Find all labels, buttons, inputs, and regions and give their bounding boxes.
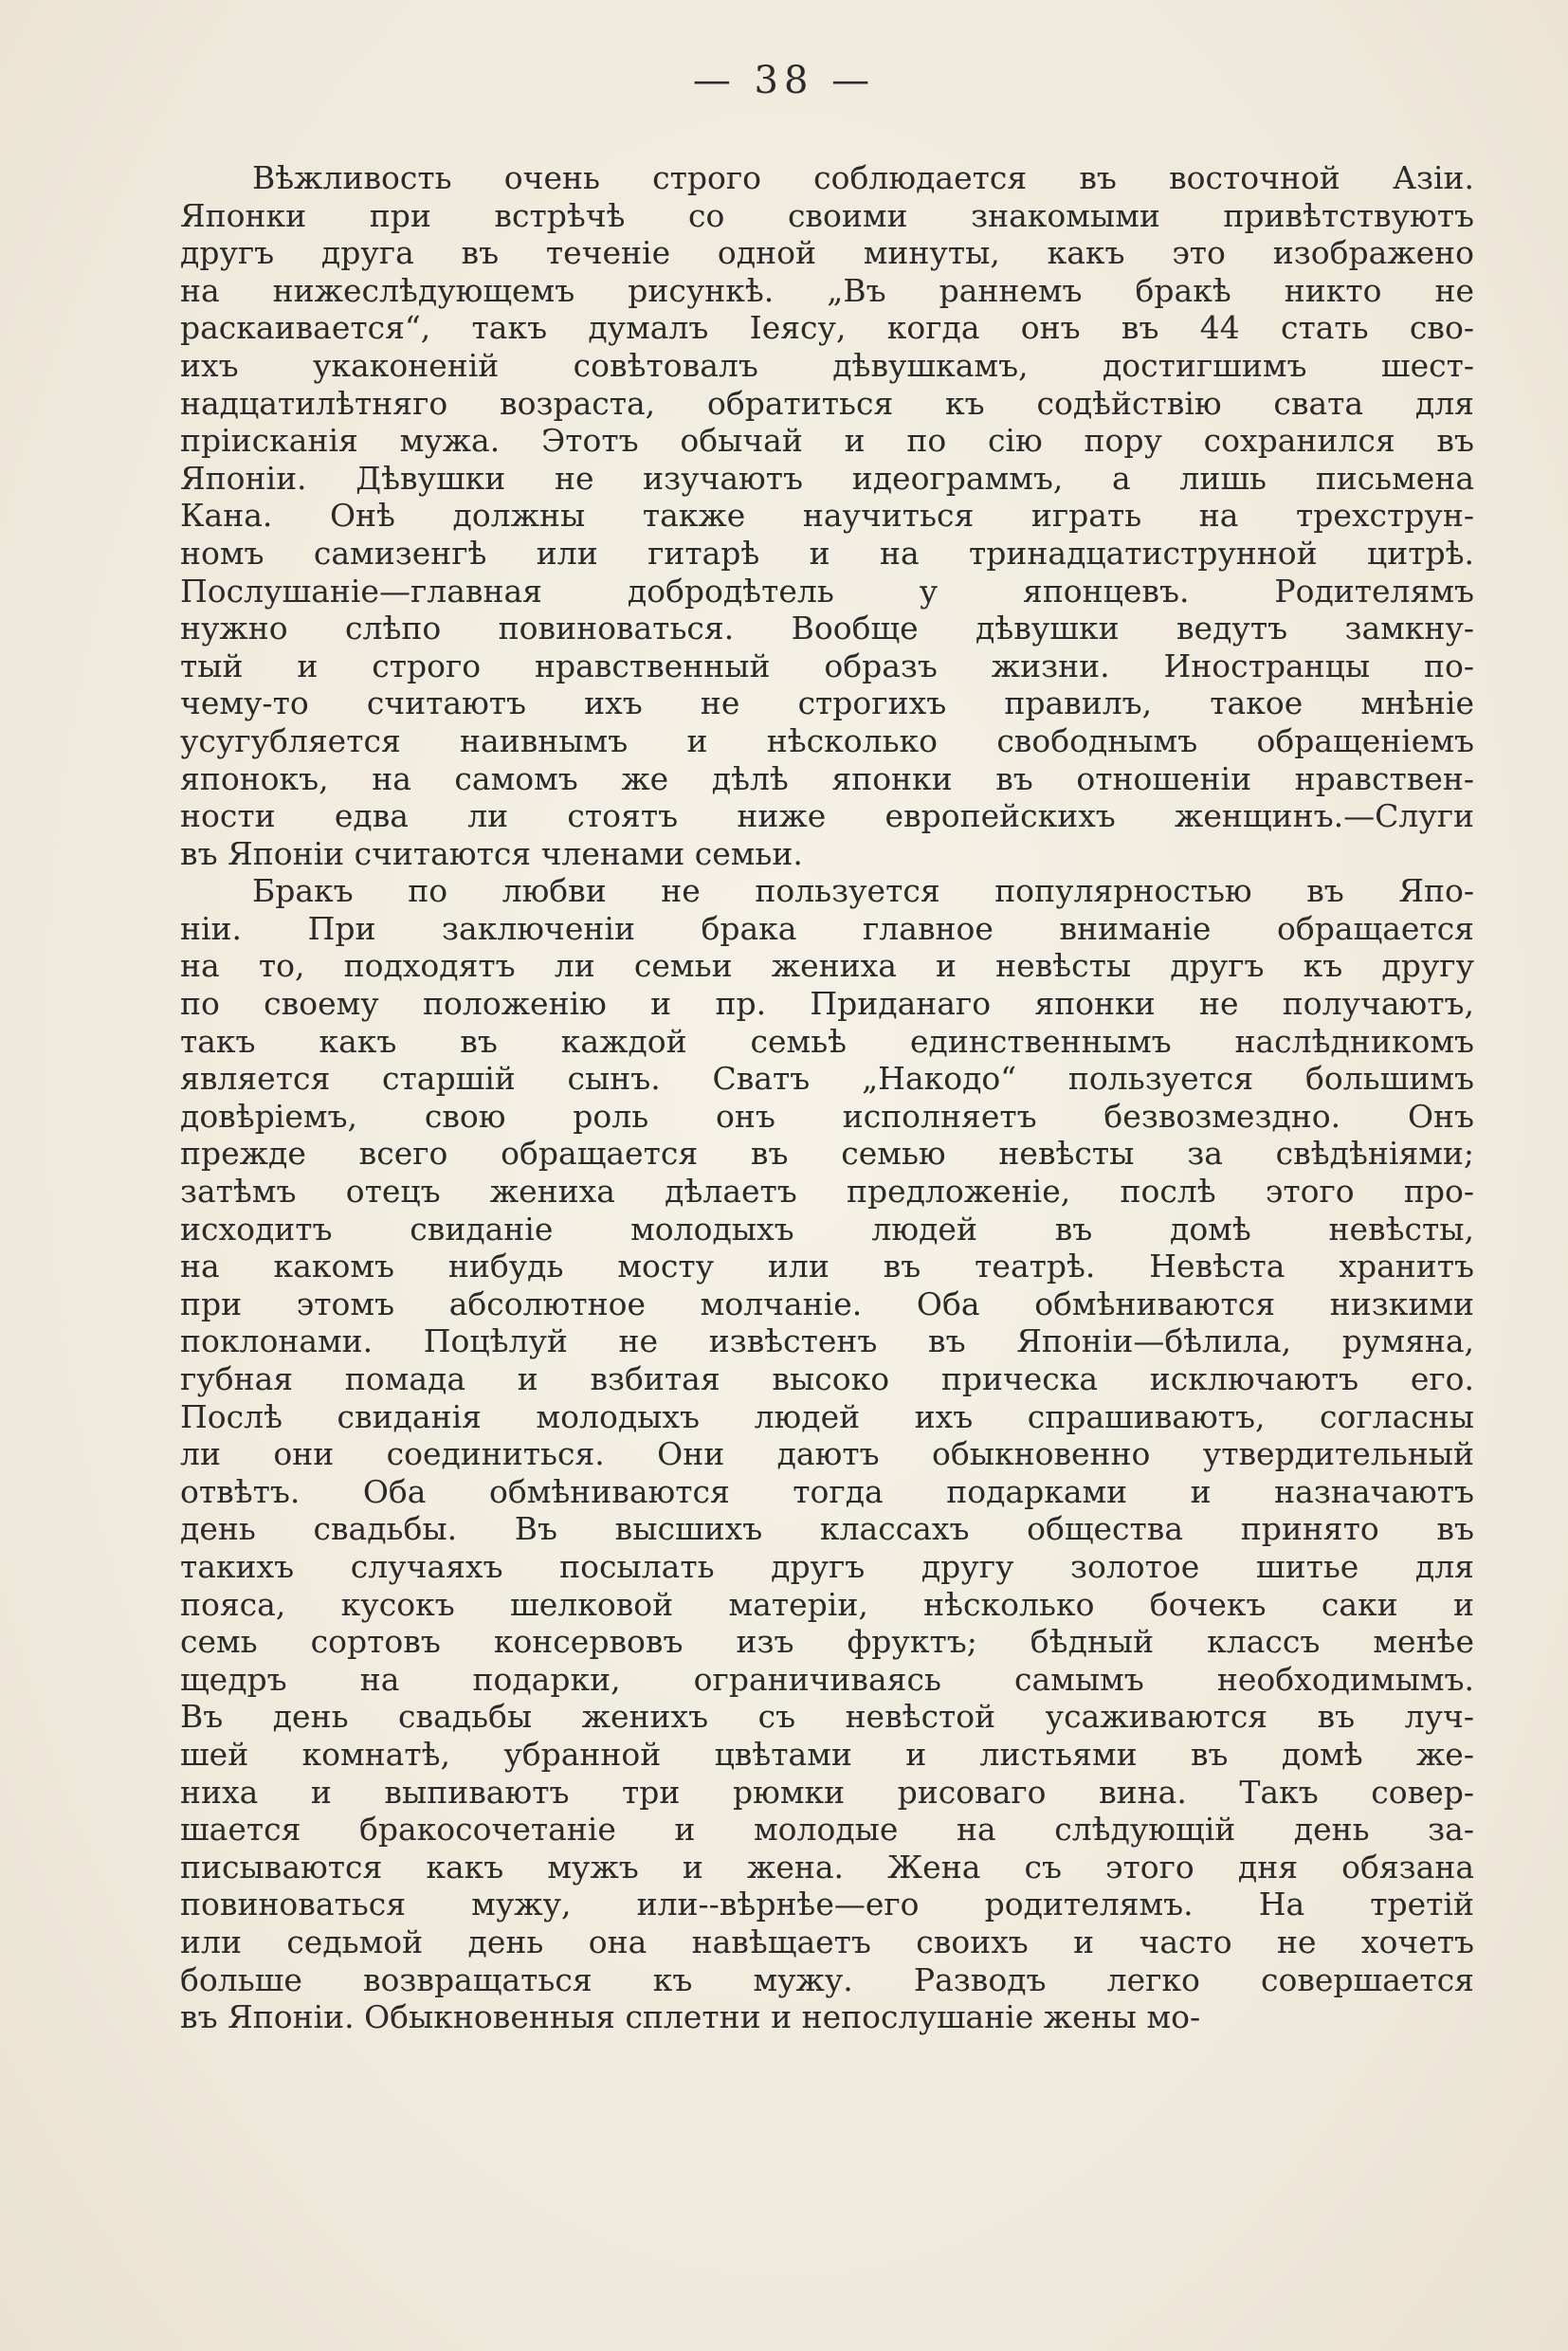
- text-line: довѣріемъ, свою роль онъ исполняетъ безвозмездно. Онъ: [180, 1097, 1474, 1135]
- text-line: отвѣтъ. Оба обмѣниваются тогда подарками и назначаютъ: [180, 1472, 1474, 1510]
- text-line: прежде всего обращается въ семью невѣсты за свѣдѣніями;: [180, 1135, 1474, 1173]
- text-line: Послушаніе—главная добродѣтель у японцевъ. Родителямъ: [180, 572, 1474, 610]
- text-line: въ Японіи. Обыкновенныя сплетни и непослушаніе жены мо-: [180, 1998, 1201, 2036]
- text-line: надцатилѣтняго возраста, обратиться къ содѣйствію свата для: [180, 384, 1474, 422]
- text-line: является старшій сынъ. Сватъ „Накодо“ пользуется большимъ: [180, 1060, 1474, 1098]
- text-line: ли они соединиться. Они даютъ обыкновенно утвердительный: [180, 1435, 1474, 1473]
- text-line: затѣмъ отецъ жениха дѣлаетъ предложеніе, послѣ этого про-: [180, 1173, 1474, 1211]
- text-line: Вѣжливость очень строго соблюдается въ восточной Азіи.: [252, 159, 1474, 196]
- text-line: губная помада и взбитая высоко прическа исключаютъ его.: [180, 1360, 1474, 1397]
- text-line: шей комнатѣ, убранной цвѣтами и листьями въ домѣ же-: [180, 1735, 1474, 1773]
- text-line: Бракъ по любви не пользуется популярностью въ Япо-: [252, 872, 1474, 910]
- text-line: раскаивается“, такъ думалъ Іеясу, когда онъ въ 44 стать сво-: [180, 309, 1474, 347]
- text-line: день свадьбы. Въ высшихъ классахъ общества принято въ: [180, 1510, 1474, 1548]
- text-line: писываются какъ мужъ и жена. Жена съ этого дня обязана: [180, 1848, 1474, 1886]
- text-line: повиноваться мужу, или--вѣрнѣе—его родителямъ. На третій: [180, 1886, 1474, 1923]
- text-line: пріисканія мужа. Этотъ обычай и по сію пору сохранился въ: [180, 422, 1474, 460]
- text-line: ихъ укаконеній совѣтовалъ дѣвушкамъ, достигшимъ шест-: [180, 346, 1474, 384]
- text-line: щедръ на подарки, ограничиваясь самымъ необходимымъ.: [180, 1660, 1474, 1698]
- paragraph: [180, 872, 1474, 2035]
- text-line: такихъ случаяхъ посылать другъ другу золотое шитье для: [180, 1547, 1474, 1585]
- text-line: семь сортовъ консервовъ изъ фруктъ; бѣдный классъ менѣе: [180, 1623, 1474, 1661]
- text-line: больше возвращаться къ мужу. Разводъ легко совершается: [180, 1960, 1474, 1998]
- text-line: Японіи. Дѣвушки не изучаютъ идеограммъ, а лишь письмена: [180, 459, 1474, 497]
- text-line: на нижеслѣдующемъ рисункѣ. „Въ раннемъ бракѣ никто не: [180, 271, 1474, 309]
- text-line: нужно слѣпо повиноваться. Вообще дѣвушки ведутъ замкну-: [180, 610, 1474, 647]
- text-line: пояса, кусокъ шелковой матеріи, нѣсколько бочекъ саки и: [180, 1585, 1474, 1623]
- text-line: японокъ, на самомъ же дѣлѣ японки въ отношеніи нравствен-: [180, 759, 1474, 797]
- text-line: ниха и выпиваютъ три рюмки рисоваго вина. Такъ совер-: [180, 1773, 1474, 1811]
- text-line: при этомъ абсолютное молчаніе. Оба обмѣниваются низкими: [180, 1285, 1474, 1322]
- text-line: Въ день свадьбы женихъ съ невѣстой усаживаются въ луч-: [180, 1698, 1474, 1736]
- text-line: усугубляется наивнымъ и нѣсколько свободнымъ обращеніемъ: [180, 721, 1474, 759]
- text-line: Послѣ свиданія молодыхъ людей ихъ спрашиваютъ, согласны: [180, 1397, 1474, 1435]
- text-line: другъ друга въ теченіе одной минуты, какъ это изображено: [180, 234, 1474, 272]
- text-line: тый и строго нравственный образъ жизни. Иностранцы по-: [180, 647, 1474, 684]
- text-line: шается бракосочетаніе и молодые на слѣдующій день за-: [180, 1811, 1474, 1849]
- text-line: Японки при встрѣчѣ со своими знакомыми привѣтствуютъ: [180, 196, 1474, 234]
- text-line: ности едва ли стоятъ ниже европейскихъ женщинъ.—Слуги: [180, 797, 1474, 835]
- text-line: или седьмой день она навѣщаетъ своихъ и часто не хочетъ: [180, 1923, 1474, 1960]
- text-line: такъ какъ въ каждой семьѣ единственнымъ наслѣдникомъ: [180, 1022, 1474, 1060]
- text-line: на какомъ нибудь мосту или въ театрѣ. Невѣста хранитъ: [180, 1248, 1474, 1285]
- text-line: на то, подходятъ ли семьи жениха и невѣсты другъ къ другу: [180, 947, 1474, 985]
- text-line: исходитъ свиданіе молодыхъ людей въ домѣ невѣсты,: [180, 1210, 1474, 1248]
- text-line: чему-то считаютъ ихъ не строгихъ правилъ, такое мнѣніе: [180, 684, 1474, 722]
- body-text: [180, 159, 1474, 2036]
- text-line: номъ самизенгѣ или гитарѣ и на тринадцатиструнной цитрѣ.: [180, 534, 1474, 572]
- text-line: ніи. При заключеніи брака главное вниманіе обращается: [180, 909, 1474, 947]
- text-line: въ Японіи считаются членами семьи.: [180, 834, 803, 872]
- page-number: — 38 —: [692, 59, 876, 102]
- text-line: поклонами. Поцѣлуй не извѣстенъ въ Японіи—бѣлила, румяна,: [180, 1322, 1474, 1360]
- text-line: Кана. Онѣ должны также научиться играть на трехструн-: [180, 497, 1474, 535]
- text-line: по своему положенію и пр. Приданаго японки не получаютъ,: [180, 985, 1474, 1023]
- paragraph: [180, 159, 1474, 872]
